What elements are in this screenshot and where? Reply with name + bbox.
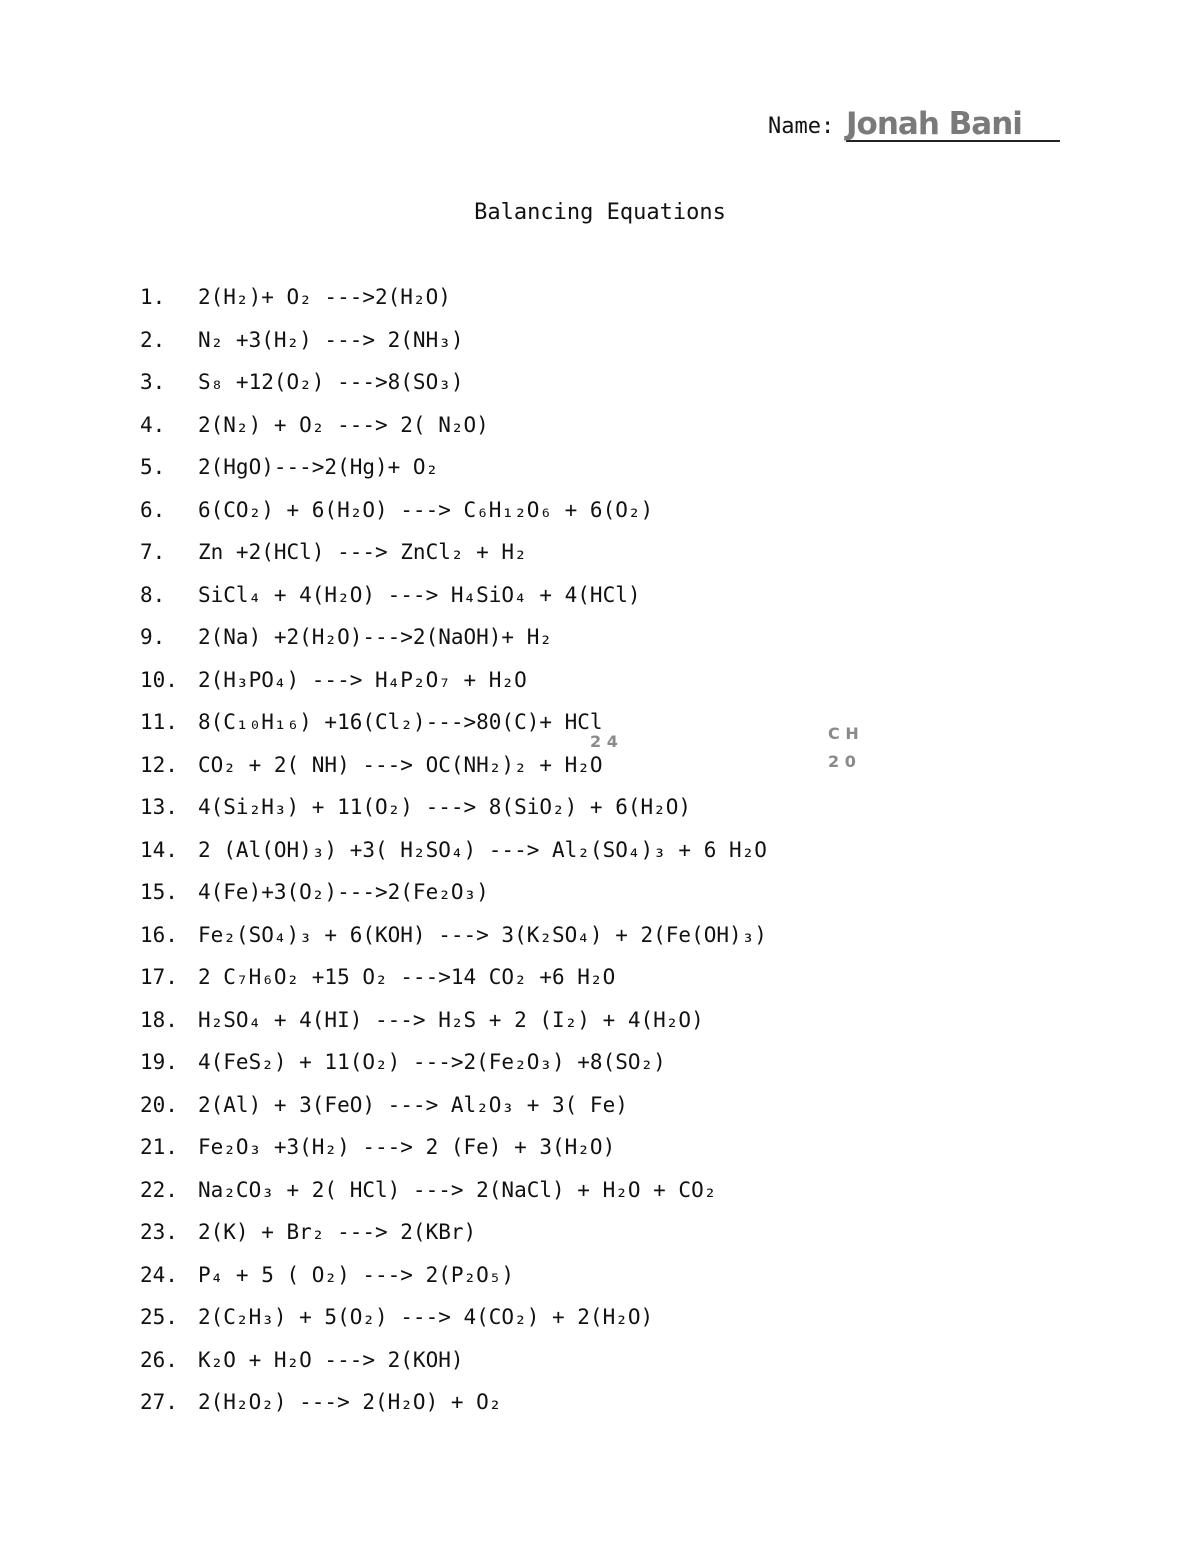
equation-text: K₂O + H₂O ---> 2(KOH): [198, 1347, 464, 1372]
equation-number: 10.: [140, 667, 178, 692]
equation-text: Fe₂O₃ +3(H₂) ---> 2 (Fe) + 3(H₂O): [198, 1135, 616, 1159]
equation-text: 2(HgO)--->2(Hg)+ O₂: [198, 455, 439, 479]
equation-number: 25.: [140, 1305, 178, 1329]
equation-text: N₂ +3(H₂) ---> 2(NH₃): [198, 327, 464, 352]
equation-row: [140, 918, 767, 961]
equation-row: [140, 280, 767, 323]
equation-number: 9.: [140, 625, 166, 649]
equation-row: [140, 450, 767, 493]
equation-text: 2(N₂) + O₂ ---> 2( N₂O): [198, 412, 489, 437]
equation-number: 12.: [140, 752, 178, 777]
equation-text: Na₂CO₃ + 2( HCl) ---> 2(NaCl) + H₂O + CO₂: [198, 1177, 717, 1202]
equation-text: Zn +2(HCl) ---> ZnCl₂ + H₂: [198, 540, 527, 564]
equation-text: 2(Al) + 3(FeO) ---> Al₂O₃ + 3( Fe): [198, 1092, 628, 1117]
equation-row: [140, 535, 767, 578]
equation-number: 14.: [140, 837, 178, 862]
equation-row: [140, 1045, 767, 1088]
equation-text: 2 C₇H₆O₂ +15 O₂ --->14 CO₂ +6 H₂O: [198, 965, 616, 989]
equation-number: 3.: [140, 370, 166, 394]
equation-number: 13.: [140, 795, 178, 819]
equation-row: [140, 365, 767, 408]
equation-number: 11.: [140, 710, 178, 734]
margin-note-nh2: 2 4: [590, 732, 618, 751]
equation-row: [140, 1215, 767, 1258]
equation-text: SiCl₄ + 4(H₂O) ---> H₄SiO₄ + 4(HCl): [198, 582, 641, 607]
equation-text: CO₂ + 2( NH) ---> OC(NH₂)₂ + H₂O: [198, 752, 603, 777]
equation-text: 4(FeS₂) + 11(O₂) --->2(Fe₂O₃) +8(SO₂): [198, 1050, 666, 1074]
equation-number: 5.: [140, 455, 166, 479]
equation-number: 6.: [140, 497, 166, 522]
equation-text: 2(H₂)+ O₂ --->2(H₂O): [198, 285, 451, 309]
equation-row: [140, 1003, 767, 1046]
equation-number: 2.: [140, 327, 166, 352]
equation-number: 16.: [140, 922, 178, 947]
equation-row: [140, 790, 767, 833]
equation-row: [140, 875, 767, 918]
equation-text: 2(Na) +2(H₂O)--->2(NaOH)+ H₂: [198, 625, 553, 649]
equation-number: 8.: [140, 582, 166, 607]
equation-text: 8(C₁₀H₁₆) +16(Cl₂)--->80(C)+ HCl: [198, 710, 603, 734]
equation-row: [140, 1385, 767, 1428]
equation-text: 2 (Al(OH)₃) +3( H₂SO₄) ---> Al₂(SO₄)₃ + 6 H₂O: [198, 837, 767, 862]
equation-row: [140, 1130, 767, 1173]
equation-number: 4.: [140, 412, 166, 437]
equation-text: S₈ +12(O₂) --->8(SO₃): [198, 370, 464, 394]
margin-note-20: 2 0: [828, 752, 856, 771]
equation-number: 24.: [140, 1262, 178, 1287]
equation-row: [140, 705, 767, 748]
equation-text: 6(CO₂) + 6(H₂O) ---> C₆H₁₂O₆ + 6(O₂): [198, 497, 654, 522]
equation-number: 22.: [140, 1177, 178, 1202]
equation-text: P₄ + 5 ( O₂) ---> 2(P₂O₅): [198, 1262, 515, 1287]
equation-row: [140, 1088, 767, 1131]
equation-row: [140, 1300, 767, 1343]
equation-number: 26.: [140, 1347, 178, 1372]
equation-number: 1.: [140, 285, 166, 309]
margin-note-ch: C H: [828, 724, 859, 743]
equation-number: 7.: [140, 540, 166, 564]
equation-row: [140, 1343, 767, 1386]
name-handwritten-value: Jonah Bani: [846, 106, 1022, 142]
equation-list: [140, 280, 767, 1428]
equation-text: 2(K) + Br₂ ---> 2(KBr): [198, 1220, 477, 1244]
equation-number: 23.: [140, 1220, 178, 1244]
equation-number: 21.: [140, 1135, 178, 1159]
equation-number: 15.: [140, 880, 178, 904]
equation-row: [140, 663, 767, 706]
equation-text: 2(H₂O₂) ---> 2(H₂O) + O₂: [198, 1390, 502, 1414]
equation-text: 4(Fe)+3(O₂)--->2(Fe₂O₃): [198, 880, 489, 904]
equation-row: [140, 1173, 767, 1216]
equation-row: [140, 960, 767, 1003]
equation-row: [140, 408, 767, 451]
equation-row: [140, 833, 767, 876]
equation-number: 20.: [140, 1092, 178, 1117]
equation-row: [140, 493, 767, 536]
equation-text: 2(H₃PO₄) ---> H₄P₂O₇ + H₂O: [198, 667, 527, 692]
equation-text: H₂SO₄ + 4(HI) ---> H₂S + 2 (I₂) + 4(H₂O): [198, 1007, 704, 1032]
equation-number: 17.: [140, 965, 178, 989]
name-label: Name:: [768, 114, 835, 139]
equation-number: 18.: [140, 1007, 178, 1032]
equation-row: [140, 1258, 767, 1301]
equation-row: [140, 620, 767, 663]
equation-number: 27.: [140, 1390, 178, 1414]
equation-text: 4(Si₂H₃) + 11(O₂) ---> 8(SiO₂) + 6(H₂O): [198, 795, 692, 819]
equation-text: Fe₂(SO₄)₃ + 6(KOH) ---> 3(K₂SO₄) + 2(Fe(OH)₃): [198, 922, 767, 947]
equation-row: [140, 578, 767, 621]
name-row: [768, 106, 1068, 144]
page-title: Balancing Equations: [474, 200, 726, 225]
equation-row: [140, 748, 767, 791]
equation-number: 19.: [140, 1050, 178, 1074]
equation-text: 2(C₂H₃) + 5(O₂) ---> 4(CO₂) + 2(H₂O): [198, 1305, 654, 1329]
equation-row: [140, 323, 767, 366]
